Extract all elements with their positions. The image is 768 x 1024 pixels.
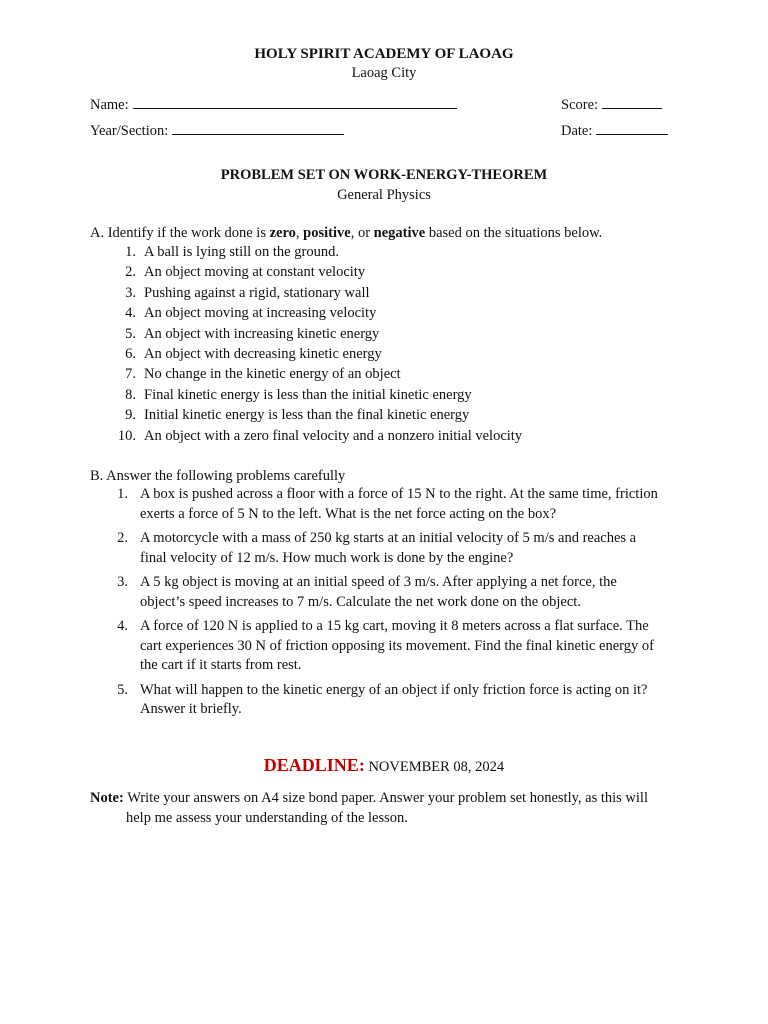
- problem-text-line1: A box is pushed across a floor with a force of 15 N to the right. At the same time, friction: [140, 486, 658, 502]
- list-item: 3. Pushing against a rigid, stationary wall: [125, 284, 370, 301]
- problem-item: 2. A motorcycle with a mass of 250 kg starts at an initial velocity of 5 m/s and reaches a final velocity of 12 m/s. How much work is done by the engine?: [117, 530, 637, 566]
- note: [90, 789, 690, 828]
- score-label: Score:: [561, 97, 599, 113]
- problem-text-line2: exerts a force of 5 N to the left. What is the net force acting on the box?: [140, 505, 557, 522]
- keyword-negative: negative: [373, 225, 426, 241]
- score-blank-line: [602, 94, 662, 109]
- item-text: A ball is lying still on the ground.: [144, 244, 339, 260]
- problem-set-subtitle: General Physics: [337, 187, 431, 203]
- list-item: 7. No change in the kinetic energy of an object: [125, 366, 401, 383]
- item-text: An object with a zero final velocity and a nonzero initial velocity: [144, 427, 523, 444]
- keyword-positive: positive: [303, 225, 351, 241]
- problem-text-line1: What will happen to the kinetic energy of an object if only friction force is acting on it?: [140, 681, 648, 698]
- deadline: [0, 755, 768, 776]
- keyword-zero: zero: [269, 225, 296, 241]
- list-item: 5. An object with increasing kinetic energy: [125, 325, 380, 342]
- list-item: 1. A ball is lying still on the ground.: [125, 244, 339, 260]
- problem-set-title: PROBLEM SET ON WORK-ENERGY-THEOREM: [220, 167, 548, 183]
- problem-item: 5. What will happen to the kinetic energy of an object if only friction force is acting on it? Answer it briefly.: [117, 681, 648, 717]
- date-label: Date:: [561, 123, 593, 139]
- year-section-blank-line: [172, 120, 344, 135]
- list-item: 2. An object moving at constant velocity: [125, 264, 366, 281]
- item-text: Final kinetic energy is less than the initial kinetic energy: [144, 386, 472, 403]
- problem-text-line2: Answer it briefly.: [140, 701, 242, 717]
- item-text: An object with increasing kinetic energy: [144, 325, 380, 342]
- deadline-label: DEADLINE:: [263, 755, 365, 775]
- list-item: 6. An object with decreasing kinetic energy: [125, 346, 382, 363]
- section-b-list: [90, 485, 690, 720]
- section-a-sep2: , or: [350, 225, 374, 241]
- list-item: 8. Final kinetic energy is less than the initial kinetic energy: [125, 386, 472, 403]
- date-field: [561, 120, 668, 140]
- name-field: [90, 94, 457, 114]
- problem-text-line1: A force of 120 N is applied to a 15 kg cart, moving it 8 meters across a flat surface. The: [140, 618, 649, 634]
- section-a-instructions: [90, 225, 690, 242]
- deadline-date: NOVEMBER 08, 2024: [368, 759, 505, 775]
- year-section-field: [90, 120, 344, 140]
- section-b-instructions: B. Answer the following problems carefully: [90, 468, 346, 484]
- date-blank-line: [596, 120, 668, 135]
- note-label: Note:: [90, 790, 124, 806]
- school-city: Laoag City: [351, 65, 417, 81]
- name-blank-line: [133, 94, 457, 109]
- section-a-sep1: ,: [295, 225, 304, 241]
- item-text: An object moving at increasing velocity: [144, 305, 377, 322]
- section-a-intro-end: based on the situations below.: [425, 225, 603, 241]
- problem-item: 4. A force of 120 N is applied to a 15 kg cart, moving it 8 meters across a flat surface. The cart experiences 30 N of friction opposing its movement. Find the final kinetic energy of the cart if it starts from rest.: [117, 618, 654, 673]
- note-line1: Write your answers on A4 size bond paper. Answer your problem set honestly, as this will: [127, 790, 648, 806]
- problem-text-line2: object’s speed increases to 7 m/s. Calculate the net work done on the object.: [140, 593, 581, 610]
- item-text: An object with decreasing kinetic energy: [144, 346, 382, 363]
- note-line2: help me assess your understanding of the lesson.: [126, 809, 408, 826]
- section-b: [90, 468, 690, 725]
- problem-text-line1: A 5 kg object is moving at an initial speed of 3 m/s. After applying a net force, the: [140, 574, 617, 590]
- school-name: HOLY SPIRIT ACADEMY OF LAOAG: [254, 46, 514, 62]
- name-label: Name:: [90, 97, 129, 113]
- section-a-intro-start: A. Identify if the work done is: [90, 225, 270, 241]
- problem-text-line2: cart experiences 30 N of friction opposing its movement. Find the final kinetic energy of: [140, 637, 654, 654]
- year-section-label: Year/Section:: [90, 123, 169, 139]
- item-text: Pushing against a rigid, stationary wall: [144, 284, 370, 301]
- section-a: [90, 225, 690, 446]
- problem-item: 3. A 5 kg object is moving at an initial speed of 3 m/s. After applying a net force, the object’s speed increases to 7 m/s. Calculate the net work done on the object.: [117, 574, 617, 610]
- list-item: 10. An object with a zero final velocity and a nonzero initial velocity: [117, 427, 523, 444]
- item-text: An object moving at constant velocity: [144, 264, 366, 281]
- problem-text-line1: A motorcycle with a mass of 250 kg starts at an initial velocity of 5 m/s and reaches a: [140, 530, 637, 546]
- item-text: Initial kinetic energy is less than the final kinetic energy: [144, 407, 470, 424]
- problem-text-line3: the cart if it starts from rest.: [140, 657, 302, 673]
- list-item: 9. Initial kinetic energy is less than the final kinetic energy: [125, 407, 470, 424]
- section-a-list: [90, 242, 690, 446]
- item-text: No change in the kinetic energy of an object: [144, 366, 401, 383]
- problem-text-line2: final velocity of 12 m/s. How much work is done by the engine?: [140, 549, 514, 566]
- problem-item: 1. A box is pushed across a floor with a force of 15 N to the right. At the same time, friction exerts a force of 5 N to the left. What is the net force acting on the box?: [117, 486, 658, 522]
- list-item: 4. An object moving at increasing velocity: [125, 305, 377, 322]
- score-field: [561, 94, 662, 114]
